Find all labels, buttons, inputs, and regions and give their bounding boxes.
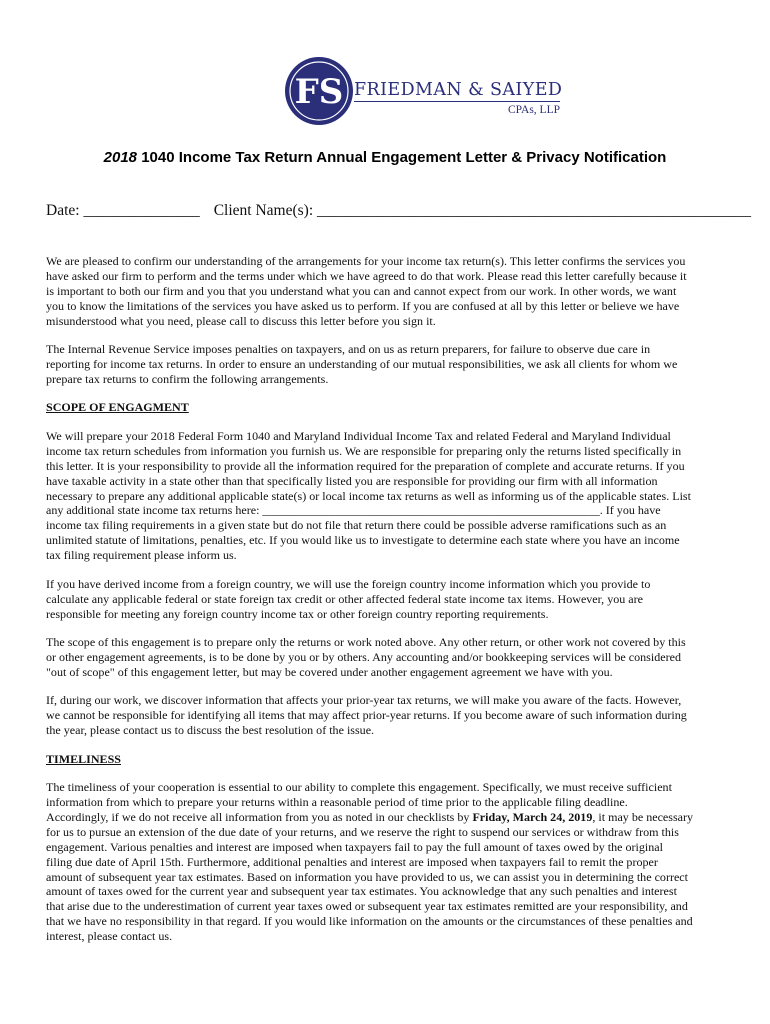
scope-heading: SCOPE OF ENGAGMENT: [46, 400, 189, 415]
firm-name: FRIEDMAN & SAIYED: [354, 80, 563, 100]
scope-paragraph-1: We will prepare your 2018 Federal Form 1040 and Maryland Individual Income Tax and related Federal and Maryland Individual income tax return schedules from information you furnish us. We are responsible for preparing only the returns listed specifically in this letter. It is your responsibility to provide all the information required for the preparation of complete and accurate returns. If you have taxable activity in a state other than that specifically listed you are responsible for providing our firm with all information necessary to prepare any additional applicable state(s) or local income tax returns as well as informing us of the applicable states. List any additional state income tax returns here: ________________________________________________________. If you have income tax filing requirements in a given state but do not file that return there could be possible adverse ramifications such as an unlimited statute of limitations, penalties, etc. If you would like us to investigate to determine each state where you have an income tax filing requirement please inform us.: [46, 429, 726, 563]
title-text: 1040 Income Tax Return Annual Engagement Letter & Privacy Notification: [141, 149, 667, 166]
timeliness-heading: TIMELINESS: [46, 751, 121, 766]
firm-subtitle: CPAs, LLP: [508, 104, 560, 116]
additional-states-field[interactable]: any additional state income tax returns here: ________________________________________________________. If you have: [46, 503, 661, 518]
letter-body: [46, 254, 726, 944]
scope-paragraph-3: The scope of this engagement is to prepare only the returns or work noted above. Any other return, or other work not covered by this or other engagement agreements, is to be done by you or by others. Any accounting and/or bookkeeping services will be considered "out of scope" of this engagement letter, but may be covered under another engagement agreement we have with you.: [46, 635, 686, 679]
svg-text:FS: FS: [294, 72, 344, 112]
client-names-field[interactable]: Client Name(s): ________________________________________________________: [213, 202, 752, 219]
scope-paragraph-4: If, during our work, we discover information that affects your prior-year tax returns, we will make you aware of the facts. However, we cannot be responsible for identifying all items that may affect prior-year returns. If you become aware of such information during the year, please contact us to discuss the best resolution of the issue.: [46, 693, 687, 738]
irs-paragraph: The Internal Revenue Service imposes penalties on taxpayers, and on us as return preparers, for failure to observe due care in reporting for income tax returns. In order to ensure an understanding of our mutual responsibilities, we ask all clients for whom we prepare tax returns to confirm the following arrangements.: [46, 342, 678, 386]
document-title: [0, 149, 770, 166]
header-fields: [46, 202, 751, 220]
intro-paragraph: We are pleased to confirm our understanding of the arrangements for your income tax return(s). This letter confirms the services you have asked our firm to perform and the terms under which we have agreed to do that work. Please read this letter carefully because it is important to both our firm and you that you understand what you can and cannot expect from our work. In other words, we want you to know the limitations of the services you have asked us to perform. If you are confused at all by this letter or believe we have misunderstood what you need, please call to discuss this letter before you sign it.: [46, 254, 687, 328]
firm-logo: [284, 56, 584, 126]
timeliness-paragraph: The timeliness of your cooperation is essential to our ability to complete this engagement. Specifically, we must receive sufficient information from which to prepare your returns within a reasonable period of time prior to the applicable filing deadline. Accordingly, if we do not receive all information from you as noted in our checklists by Friday, March 24, 2019, it may be necessary for us to pursue an extension of the due date of your returns, and we reserve the right to suspend our services or withdraw from this engagement. Various penalties and interest are imposed when taxpayers fail to pay the full amount of taxes owed by the original filing due date of April 15th. Furthermore, additional penalties and interest are imposed when taxpayers fail to remit the proper amount of subsequent year tax estimates. Based on information you have provided to us, we can assist you in determining the correct amount of taxes owed for the current year and subsequent year tax estimates. You acknowledge that any such penalties and interest that arise due to the underestimation of current year taxes owed or subsequent year tax estimates remitted are your responsibility, and that we have no responsibility in that regard. If you would like information on the amounts or the circumstances of these penalties and interest, please contact us.: [46, 780, 694, 944]
fs-monogram-icon: [284, 56, 354, 126]
title-year: 2018: [103, 149, 138, 166]
date-field[interactable]: Date: _______________: [46, 202, 200, 219]
scope-paragraph-2: If you have derived income from a foreign country, we will use the foreign country income information which you provide to calculate any applicable federal or state foreign tax credit or other affected federal state income tax items. However, you are responsible for meeting any foreign country income tax or other foreign country reporting requirements.: [46, 576, 651, 621]
deadline-date: Friday, March 24, 2019: [472, 809, 593, 824]
firm-name-divider: [354, 101, 560, 102]
